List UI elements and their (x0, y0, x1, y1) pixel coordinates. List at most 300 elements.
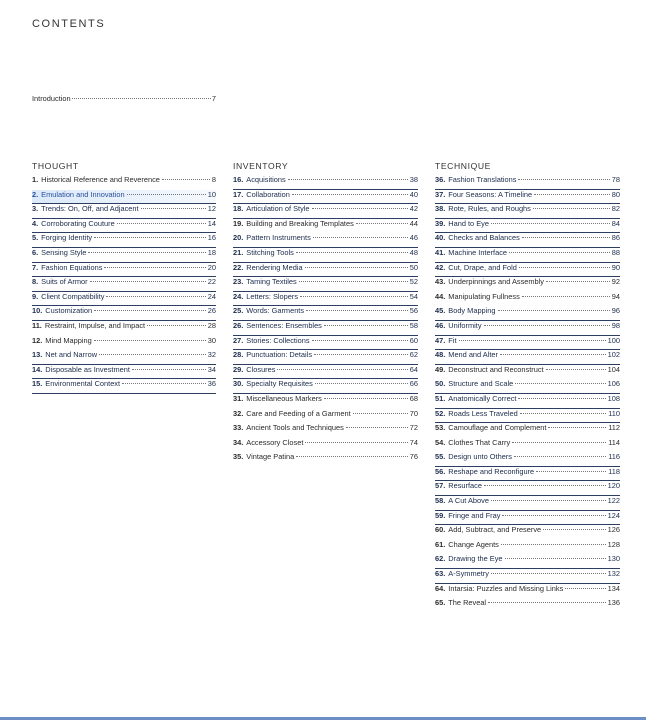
dot-leader (147, 325, 206, 326)
toc-entry (233, 423, 418, 438)
entry-number: 34. (233, 437, 244, 447)
dot-leader (519, 267, 610, 268)
entry-page: 110 (608, 408, 620, 418)
toc-entry (435, 292, 620, 307)
dot-leader (314, 354, 408, 355)
toc-entry[interactable] (435, 511, 620, 526)
dot-leader (502, 515, 605, 516)
entry-label: Resurface (448, 481, 482, 491)
dot-leader (312, 208, 408, 209)
toc-entry[interactable] (435, 321, 620, 336)
entry-page: 112 (608, 423, 620, 433)
entry-page: 44 (409, 218, 418, 228)
toc-entry[interactable] (233, 292, 418, 307)
entry-number: 52. (435, 408, 446, 418)
entry-label: Manipulating Fullness (448, 291, 520, 301)
dot-leader (305, 442, 407, 443)
toc-entry[interactable] (233, 263, 418, 278)
dot-leader (459, 340, 606, 341)
entry-page: 98 (611, 320, 620, 330)
entry-number: 54. (435, 437, 446, 447)
entry-number: 48. (435, 350, 446, 360)
entry-page: 18 (207, 247, 216, 257)
entry-label: Deconstruct and Reconstruct (448, 364, 544, 374)
entry-page: 92 (611, 277, 620, 287)
entry-label: Rote, Rules, and Roughs (448, 204, 531, 214)
entry-label: Anatomically Correct (448, 393, 517, 403)
entry-page: 52 (409, 277, 418, 287)
toc-entry[interactable] (233, 336, 418, 351)
dot-leader (491, 573, 606, 574)
column-technique (435, 160, 620, 613)
toc-entry[interactable] (435, 496, 620, 511)
toc-entry[interactable] (233, 233, 418, 248)
entry-label: Acquisitions (246, 175, 286, 184)
entry-number: 23. (233, 277, 244, 287)
toc-entry[interactable] (233, 306, 418, 321)
toc-entry[interactable] (233, 190, 418, 205)
dot-leader (324, 398, 408, 399)
entry-page: 10 (207, 189, 216, 199)
entry-page: 126 (607, 525, 620, 535)
entry-page: 80 (611, 189, 620, 199)
entry-label: Collaboration (246, 189, 290, 199)
dot-leader (305, 267, 408, 268)
dot-leader (518, 398, 605, 399)
entry-label: Introduction (32, 94, 71, 103)
entry-page: 28 (207, 320, 216, 330)
entry-page: 32 (207, 350, 216, 360)
entry-page: 26 (207, 306, 216, 316)
dot-leader (514, 456, 606, 457)
entry-label: Stories: Collections (246, 335, 310, 345)
entry-number: 16. (233, 175, 244, 184)
entry-number: 58. (435, 496, 446, 506)
toc-entry[interactable] (32, 277, 216, 292)
dot-leader (299, 281, 408, 282)
entry-page: 66 (409, 379, 418, 389)
entry-number: 38. (435, 204, 446, 214)
dot-leader (296, 456, 408, 457)
toc-entry[interactable] (233, 321, 418, 336)
entry-label: Structure and Scale (448, 379, 514, 389)
entry-page: 94 (611, 291, 620, 301)
entry-number: 36. (435, 175, 446, 184)
entry-number: 19. (233, 218, 244, 228)
entry-page: 88 (611, 247, 620, 257)
entry-page: 64 (409, 364, 418, 374)
toc-entry[interactable] (32, 292, 216, 307)
entry-list (233, 175, 418, 467)
entry-label: Reshape and Reconfigure (448, 466, 535, 476)
entry-label: Client Compatibility (41, 291, 105, 301)
entry-label: Uniformity (448, 320, 482, 330)
entry-number: 63. (435, 569, 446, 579)
entry-label: Underpinnings and Assembly (448, 277, 545, 287)
entry-page: 134 (607, 583, 620, 593)
entry-page: 114 (608, 437, 620, 447)
dot-leader (484, 325, 610, 326)
entry-page: 106 (607, 379, 620, 389)
dot-leader (520, 413, 606, 414)
entry-number: 55. (435, 452, 446, 462)
entry-page: 42 (409, 204, 418, 214)
entry-number: 60. (435, 525, 446, 535)
entry-number: 2. (32, 189, 39, 199)
dot-leader (488, 602, 606, 603)
dot-leader (498, 310, 610, 311)
entry-number: 5. (32, 233, 39, 243)
entry-label: Machine Interface (448, 247, 508, 257)
entry-page: 58 (409, 320, 418, 330)
entry-label: Pattern Instruments (246, 233, 311, 243)
dot-leader (500, 354, 606, 355)
entry-number: 61. (435, 539, 446, 549)
entry-number: 8. (32, 277, 39, 287)
entry-number: 22. (233, 262, 244, 272)
column-inventory (233, 160, 418, 467)
entry-label: Environmental Context (45, 379, 121, 389)
entry-label: Letters: Slopers (246, 291, 299, 301)
toc-entry[interactable] (435, 336, 620, 351)
dot-leader (534, 194, 610, 195)
entry-page: 30 (207, 335, 216, 345)
toc-entry[interactable] (435, 394, 620, 409)
entry-label: Intarsia: Puzzles and Missing Links (448, 583, 564, 593)
toc-entry (233, 452, 418, 467)
entry-list (32, 175, 216, 394)
entry-label: Disposable as Investment (45, 364, 130, 374)
entry-label: Fashion Equations (41, 262, 103, 272)
dot-leader (90, 281, 206, 282)
entry-label: Care and Feeding of a Garment (246, 408, 351, 418)
dot-leader (277, 369, 407, 370)
dot-leader (491, 223, 610, 224)
toc-entry (435, 423, 620, 438)
entry-number: 64. (435, 583, 446, 593)
entry-number: 9. (32, 291, 39, 301)
entry-number: 21. (233, 247, 244, 257)
entry-page: 38 (409, 175, 418, 184)
entry-label: Fashion Translations (448, 175, 517, 184)
dot-leader (99, 354, 206, 355)
toc-entry (435, 438, 620, 453)
toc-entry[interactable] (435, 481, 620, 496)
entry-page: 7 (211, 94, 216, 103)
toc-entry (233, 438, 418, 453)
entry-page: 22 (207, 277, 216, 287)
entry-page: 14 (207, 218, 216, 228)
entry-number: 45. (435, 306, 446, 316)
toc-entry[interactable] (32, 190, 216, 205)
entry-page: 74 (409, 437, 418, 447)
toc-entry[interactable] (32, 263, 216, 278)
entry-label: Emulation and Innovation (41, 189, 125, 199)
toc-entry[interactable] (435, 467, 620, 482)
dot-leader (484, 485, 606, 486)
entry-page: 84 (611, 218, 620, 228)
dot-leader (533, 208, 610, 209)
dot-leader (548, 427, 606, 428)
entry-label: Closures (246, 364, 276, 374)
entry-page: 96 (611, 306, 620, 316)
entry-page: 136 (607, 598, 620, 608)
entry-number: 10. (32, 306, 43, 316)
toc-entry[interactable] (233, 365, 418, 380)
entry-label: Body Mapping (448, 306, 496, 316)
entry-number: 51. (435, 393, 446, 403)
entry-page: 50 (409, 262, 418, 272)
entry-label: Historical Reference and Reverence (41, 175, 160, 184)
entry-label: Clothes That Carry (448, 437, 511, 447)
toc-entry[interactable] (233, 379, 418, 394)
entry-number: 57. (435, 481, 446, 491)
entry-page: 70 (409, 408, 418, 418)
column-heading-thought: THOUGHT (32, 161, 79, 171)
dot-leader (536, 471, 606, 472)
toc-entry[interactable] (435, 306, 620, 321)
toc-entry[interactable] (233, 277, 418, 292)
entry-number: 46. (435, 320, 446, 330)
entry-label: Checks and Balances (448, 233, 520, 243)
entry-page: 46 (409, 233, 418, 243)
toc-entry (435, 584, 620, 599)
entry-label: Camouflage and Complement (448, 423, 547, 433)
entry-label: Net and Narrow (45, 350, 98, 360)
entry-label: The Reveal (448, 598, 487, 608)
dot-leader (315, 383, 408, 384)
entry-number: 14. (32, 364, 43, 374)
entry-number: 31. (233, 393, 244, 403)
entry-number: 50. (435, 379, 446, 389)
entry-number: 4. (32, 218, 39, 228)
toc-entry[interactable] (435, 569, 620, 584)
entry-page: 56 (409, 306, 418, 316)
entry-label: Cut, Drape, and Fold (448, 262, 517, 272)
toc-entry (32, 175, 216, 190)
entry-number: 33. (233, 423, 244, 433)
dot-leader (512, 442, 606, 443)
toc-entry[interactable] (435, 233, 620, 248)
dot-leader (491, 500, 606, 501)
entry-number: 41. (435, 247, 446, 257)
dot-leader (509, 252, 610, 253)
toc-entry (435, 277, 620, 292)
dot-leader (88, 252, 205, 253)
toc-entry[interactable] (435, 219, 620, 234)
entry-page: 76 (409, 452, 418, 462)
entry-number: 28. (233, 350, 244, 360)
dot-leader (543, 529, 606, 530)
entry-number: 39. (435, 218, 446, 228)
entry-page: 24 (207, 291, 216, 301)
entry-page: 72 (409, 423, 418, 433)
toc-entry-introduction[interactable] (32, 94, 216, 103)
dot-leader (122, 383, 206, 384)
entry-label: Sentences: Ensembles (246, 320, 322, 330)
toc-entry (435, 540, 620, 555)
entry-number: 29. (233, 364, 244, 374)
toc-entry[interactable] (435, 379, 620, 394)
entry-label: Ancient Tools and Techniques (246, 423, 344, 433)
toc-entry (32, 321, 216, 336)
toc-entry[interactable] (435, 204, 620, 219)
entry-number: 13. (32, 350, 43, 360)
entry-page: 118 (608, 466, 620, 476)
entry-page: 16 (207, 233, 216, 243)
entry-label: Suits of Armor (41, 277, 88, 287)
entry-number: 30. (233, 379, 244, 389)
toc-entry (233, 219, 418, 234)
dot-leader (346, 427, 408, 428)
dot-leader (94, 237, 206, 238)
entry-label: Restraint, Impulse, and Impact (44, 320, 146, 330)
dot-leader (522, 296, 610, 297)
entry-page: 36 (207, 379, 216, 389)
dot-leader (292, 194, 408, 195)
entry-number: 1. (32, 175, 39, 184)
entry-label: Articulation of Style (246, 204, 310, 214)
dot-leader (296, 252, 408, 253)
entry-page: 122 (607, 496, 620, 506)
entry-label: Change Agents (448, 539, 499, 549)
toc-entry (435, 525, 620, 540)
dot-leader (505, 558, 606, 559)
toc-entry (435, 365, 620, 380)
dot-leader (356, 223, 408, 224)
entry-number: 18. (233, 204, 244, 214)
toc-entry[interactable] (32, 379, 216, 394)
entry-number: 3. (32, 204, 39, 214)
entry-page: 62 (409, 350, 418, 360)
toc-entry[interactable] (32, 365, 216, 380)
toc-entry[interactable] (435, 175, 620, 190)
toc-entry[interactable] (32, 204, 216, 219)
entry-number: 47. (435, 335, 446, 345)
toc-entry (233, 409, 418, 424)
entry-list (435, 175, 620, 613)
entry-page: 20 (207, 262, 216, 272)
entry-number: 44. (435, 291, 446, 301)
entry-label: Add, Subtract, and Preserve (448, 525, 542, 535)
entry-label: Drawing the Eye (448, 554, 503, 564)
entry-label: Accessory Closet (246, 437, 304, 447)
entry-label: Specialty Requisites (246, 379, 313, 389)
dot-leader (312, 340, 408, 341)
entry-label: Roads Less Traveled (448, 408, 518, 418)
entry-page: 34 (207, 364, 216, 374)
entry-number: 43. (435, 277, 446, 287)
entry-label: Miscellaneous Markers (246, 393, 322, 403)
toc-entry[interactable] (32, 350, 216, 365)
toc-entry (32, 336, 216, 351)
entry-label: Corroborating Couture (41, 218, 115, 228)
entry-page: 100 (607, 335, 620, 345)
entry-number: 15. (32, 379, 43, 389)
entry-label: Building and Breaking Templates (246, 218, 354, 228)
dot-leader (106, 296, 205, 297)
entry-label: Design unto Others (448, 452, 512, 462)
dot-leader (546, 369, 606, 370)
entry-number: 12. (32, 335, 43, 345)
toc-entry[interactable] (233, 175, 418, 190)
entry-label: A Cut Above (448, 496, 489, 506)
toc-entry[interactable] (435, 452, 620, 467)
dot-leader (313, 237, 408, 238)
entry-page: 40 (409, 189, 418, 199)
entry-number: 62. (435, 554, 446, 564)
entry-number: 25. (233, 306, 244, 316)
entry-number: 42. (435, 262, 446, 272)
entry-page: 116 (608, 452, 620, 462)
entry-number: 20. (233, 233, 244, 243)
entry-number: 27. (233, 335, 244, 345)
entry-label: Fringe and Fray (448, 510, 501, 520)
dot-leader (288, 179, 408, 180)
dot-leader (117, 223, 206, 224)
dot-leader (94, 310, 206, 311)
entry-label: Stitching Tools (246, 247, 294, 257)
entry-page: 102 (607, 350, 620, 360)
entry-number: 6. (32, 247, 39, 257)
entry-label: Mend and Alter (448, 350, 498, 360)
entry-page: 60 (409, 335, 418, 345)
entry-label: Rendering Media (246, 262, 303, 272)
toc-entry[interactable] (435, 190, 620, 205)
entry-page: 132 (607, 569, 620, 579)
toc-entry[interactable] (435, 409, 620, 424)
entry-label: Punctuation: Details (246, 350, 313, 360)
entry-number: 40. (435, 233, 446, 243)
entry-label: Sensing Style (41, 247, 87, 257)
dot-leader (72, 98, 211, 99)
entry-number: 7. (32, 262, 39, 272)
dot-leader (132, 369, 206, 370)
entry-label: Mind Mapping (45, 335, 92, 345)
toc-entry[interactable] (233, 350, 418, 365)
entry-number: 53. (435, 423, 446, 433)
toc-entry[interactable] (32, 248, 216, 263)
entry-page: 108 (607, 393, 620, 403)
entry-label: Vintage Patina (246, 452, 295, 462)
toc-entry[interactable] (435, 263, 620, 278)
dot-leader (300, 296, 408, 297)
entry-number: 59. (435, 510, 446, 520)
entry-label: A-Symmetry (448, 569, 489, 579)
dot-leader (546, 281, 610, 282)
dot-leader (104, 267, 205, 268)
dot-leader (565, 588, 605, 589)
entry-number: 24. (233, 291, 244, 301)
entry-label: Fit (448, 335, 457, 345)
entry-label: Trends: On, Off, and Adjacent (41, 204, 139, 214)
toc-entry[interactable] (32, 306, 216, 321)
toc-entry[interactable] (233, 248, 418, 263)
dot-leader (127, 194, 206, 195)
entry-page: 104 (607, 364, 620, 374)
entry-label: Forging Identity (41, 233, 93, 243)
dot-leader (324, 325, 408, 326)
toc-entry[interactable] (435, 554, 620, 569)
toc-entry[interactable] (32, 233, 216, 248)
toc-entry[interactable] (32, 219, 216, 234)
toc-entry[interactable] (435, 350, 620, 365)
toc-entry[interactable] (435, 248, 620, 263)
entry-page: 120 (607, 481, 620, 491)
entry-number: 65. (435, 598, 446, 608)
toc-entry[interactable] (233, 204, 418, 219)
entry-number: 17. (233, 189, 244, 199)
